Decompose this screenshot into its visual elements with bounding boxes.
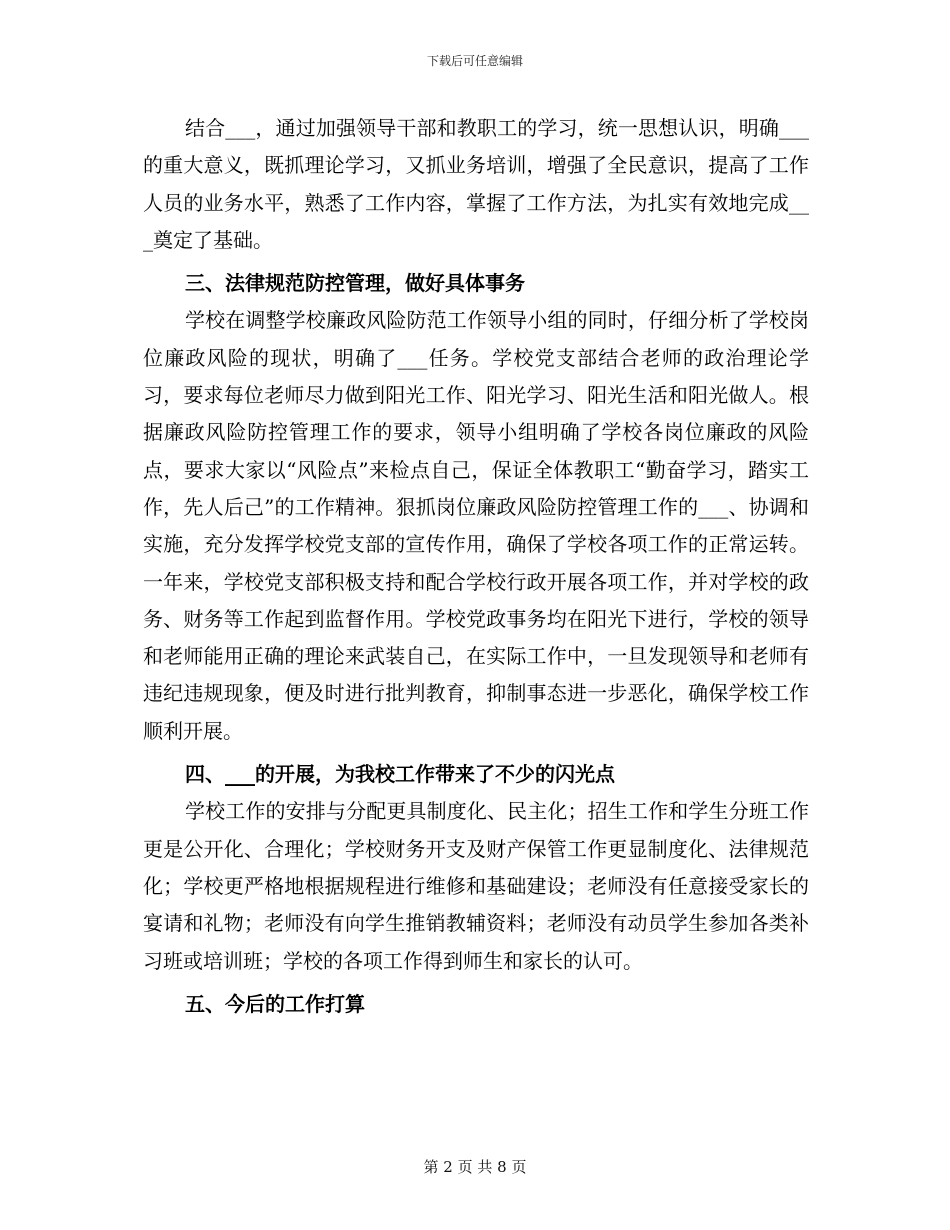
- section-heading-4: 四、___的开展，为我校工作带来了不少的闪光点: [185, 762, 615, 787]
- section-heading-3: 三、法律规范防控管理，做好具体事务: [185, 271, 525, 296]
- page-header: 下载后可任意编辑: [426, 54, 523, 68]
- page-number: 第 2 页 共 8 页: [423, 1158, 527, 1176]
- paragraph-intro: 结合___，通过加强领导干部和教职工的学习，统一思想认识，明确___的重大意义，既抓理论学习，又抓业务培训，增强了全民意识，提高了工作人员的业务水平，熟悉了工作内容，掌握了工作方法，为扎实有效地完成___奠定了基础。: [143, 116, 809, 252]
- paragraph-section-4: 学校工作的安排与分配更具制度化、民主化；招生工作和学生分班工作更是公开化、合理化；学校财务开支及财产保管工作更显制度化、法律规范化；学校更严格地根据规程进行维修和基础建设；老师没有任意接受家长的宴请和礼物；老师没有向学生推销教辅资料；老师没有动员学生参加各类补习班或培训班；学校的各项工作得到师生和家长的认可。: [143, 799, 809, 973]
- paragraph-section-3: 学校在调整学校廉政风险防范工作领导小组的同时，仔细分析了学校岗位廉政风险的现状，明确了___任务。学校党支部结合老师的政治理论学习，要求每位老师尽力做到阳光工作、阳光学习、阳光生活和阳光做人。根据廉政风险防控管理工作的要求，领导小组明确了学校各岗位廉政的风险点，要求大家以“风险点”来检点自己，保证全体教职工“勤奋学习，踏实工作，先人后己”的工作精神。狠抓岗位廉政风险防控管理工作的___、协调和实施，充分发挥学校党支部的宣传作用，确保了学校各项工作的正常运转。一年来，学校党支部积极支持和配合学校行政开展各项工作，并对学校的政务、财务等工作起到监督作用。学校党政事务均在阳光下进行，学校的领导和老师能用正确的理论来武装自己，在实际工作中，一旦发现领导和老师有违纪违规现象，便及时进行批判教育，抑制事态进一步恶化，确保学校工作顺利开展。: [143, 308, 809, 743]
- section-heading-5: 五、今后的工作打算: [185, 991, 365, 1016]
- document-body: [143, 110, 809, 1023]
